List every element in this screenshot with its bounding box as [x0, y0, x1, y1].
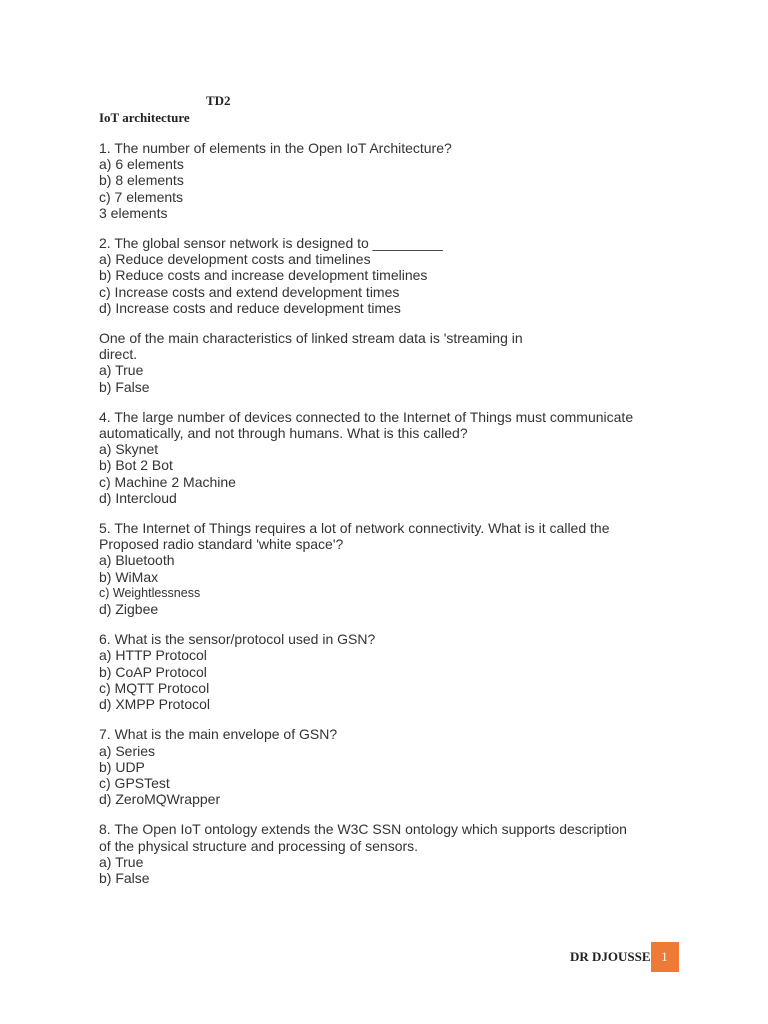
option: a) True — [99, 853, 144, 870]
option: a) HTTP Protocol — [99, 647, 207, 664]
option-list — [99, 743, 679, 808]
question-prompt: 8. The Open IoT ontology extends the W3C SSN ontology which supports description — [99, 821, 627, 838]
option: a) Reduce development costs and timelines — [99, 251, 371, 268]
option-list — [99, 156, 679, 221]
question-prompt: automatically, and not through humans. What is this called? — [99, 425, 468, 442]
option: d) Increase costs and reduce development times — [99, 299, 401, 316]
option: c) Increase costs and extend development times — [99, 283, 400, 300]
question-3 — [99, 330, 679, 395]
question-prompt: 1. The number of elements in the Open IoT Architecture? — [99, 140, 452, 156]
option: a) Skynet — [99, 441, 159, 458]
question-1 — [99, 140, 679, 221]
option: b) False — [99, 869, 150, 886]
option: d) Zigbee — [99, 601, 159, 618]
option: a) True — [99, 362, 144, 379]
option: c) 7 elements — [99, 188, 184, 205]
question-6 — [99, 631, 679, 712]
option-list — [99, 441, 679, 506]
option: b) UDP — [99, 758, 145, 775]
question-prompt: One of the main characteristics of linked stream data is 'streaming in — [99, 330, 523, 347]
option: d) Intercloud — [99, 489, 177, 506]
question-prompt: 5. The Internet of Things requires a lot of network connectivity. What is it called the — [99, 520, 610, 537]
option: a) 6 elements — [99, 156, 184, 173]
option: b) WiMax — [99, 568, 159, 585]
option-list — [99, 362, 679, 394]
question-prompt: direct. — [99, 346, 138, 363]
question-list — [99, 140, 679, 900]
option-list — [99, 854, 679, 886]
question-5 — [99, 520, 679, 617]
option: b) CoAP Protocol — [99, 663, 207, 680]
page-footer — [570, 942, 679, 972]
document-code: TD2 — [206, 93, 231, 108]
question-prompt: 7. What is the main envelope of GSN? — [99, 726, 338, 743]
author-name: DR DJOUSSE — [570, 949, 651, 964]
question-prompt: 6. What is the sensor/protocol used in GSN? — [99, 631, 376, 648]
option: 3 elements — [99, 204, 168, 221]
question-2 — [99, 235, 679, 316]
option: b) 8 elements — [99, 172, 184, 189]
question-8 — [99, 821, 679, 886]
option: a) Bluetooth — [99, 552, 175, 569]
option: b) Reduce costs and increase development timelines — [99, 267, 428, 284]
option: a) Series — [99, 742, 156, 759]
option: c) Weightlessness — [99, 585, 201, 600]
document-subtitle: IoT architecture — [99, 110, 190, 125]
option: c) Machine 2 Machine — [99, 473, 236, 490]
option: d) XMPP Protocol — [99, 696, 211, 713]
option: c) GPSTest — [99, 774, 170, 791]
question-prompt: 2. The global sensor network is designed to _________ — [99, 235, 443, 252]
option-list — [99, 647, 679, 712]
page-number-badge: 1 — [651, 942, 679, 972]
option: b) Bot 2 Bot — [99, 457, 173, 474]
option: d) ZeroMQWrapper — [99, 791, 221, 808]
question-prompt: 4. The large number of devices connected to the Internet of Things must communicate — [99, 408, 634, 425]
option: b) False — [99, 378, 150, 395]
option-list — [99, 251, 679, 316]
question-prompt: Proposed radio standard 'white space'? — [99, 536, 344, 553]
question-4 — [99, 409, 679, 506]
option: c) MQTT Protocol — [99, 679, 210, 696]
question-7 — [99, 726, 679, 807]
option-list — [99, 552, 679, 617]
question-prompt: of the physical structure and processing of sensors. — [99, 837, 419, 854]
